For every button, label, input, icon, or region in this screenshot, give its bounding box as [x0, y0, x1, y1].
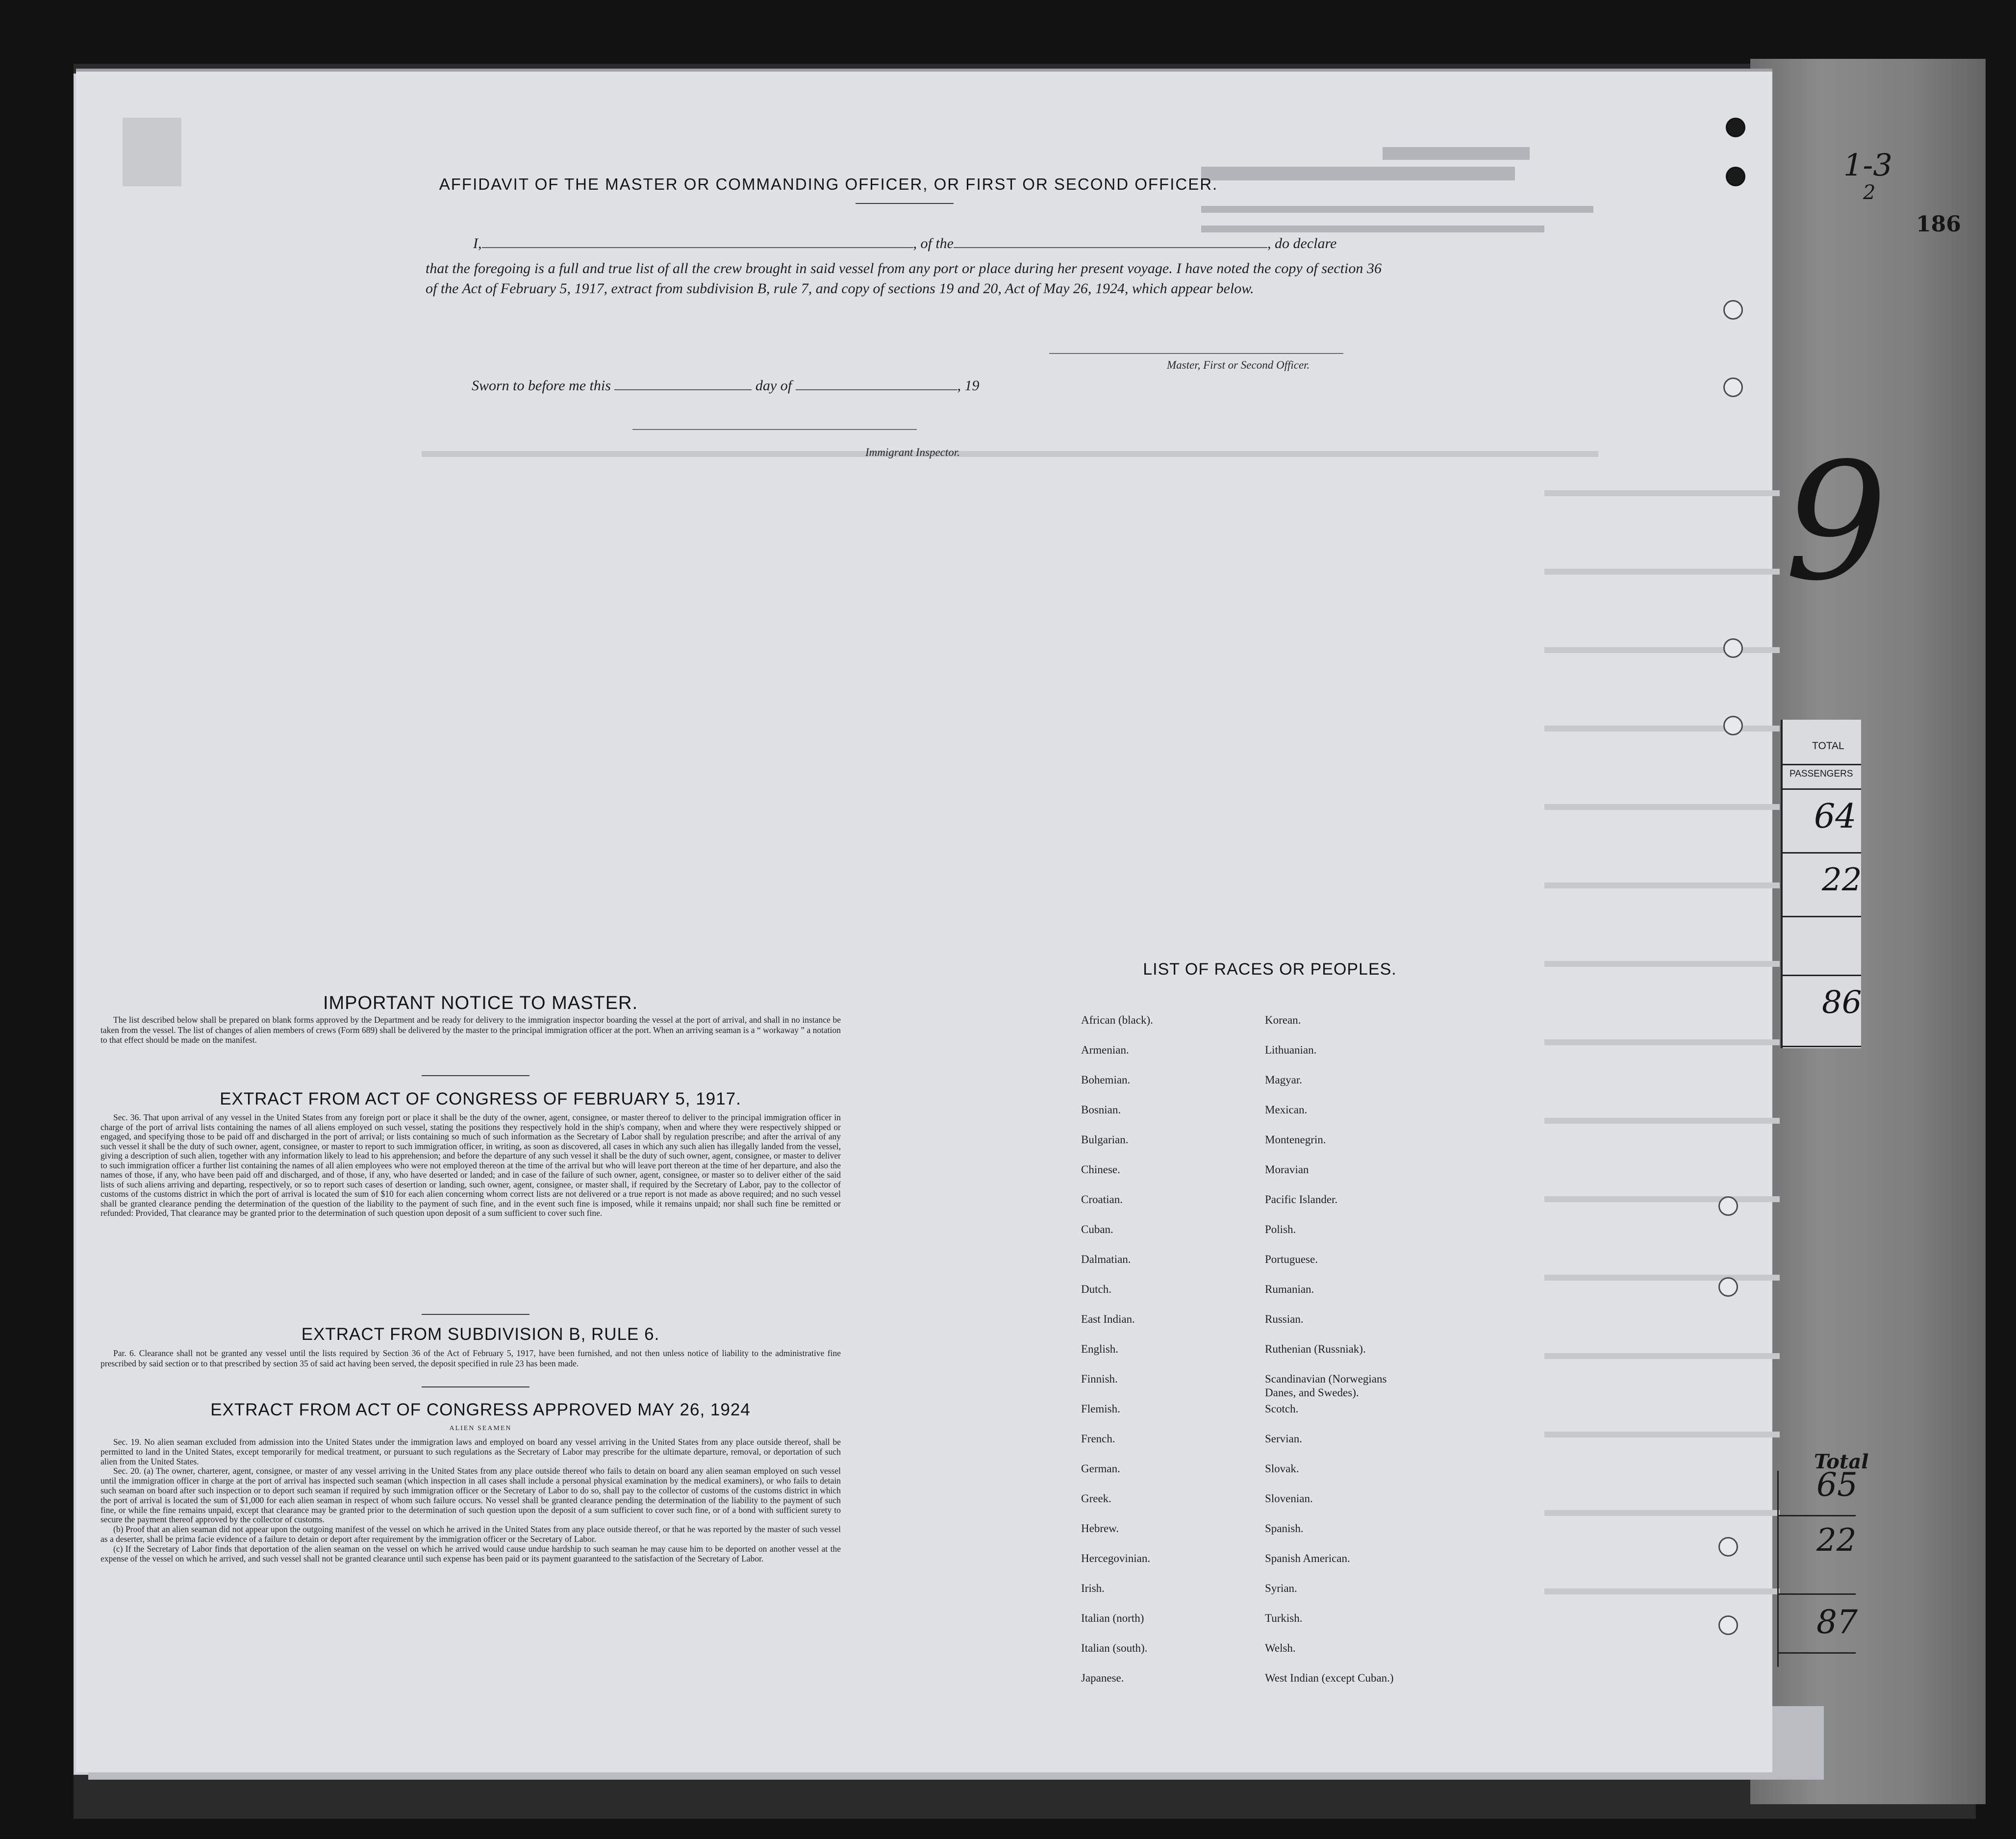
extract-rule6-rule [422, 1386, 529, 1387]
punch-hole-icon [1718, 1537, 1738, 1557]
tally-value: 22 [1822, 862, 1862, 898]
extract-1924-title: EXTRACT FROM ACT OF CONGRESS APPROVED MAY 26, 1924 [210, 1400, 751, 1419]
tally-value: 86 [1822, 984, 1862, 1021]
signature-caption: Master, First or Second Officer. [1167, 359, 1310, 371]
punch-hole-icon [1718, 1615, 1738, 1635]
punch-hole-icon [1723, 638, 1743, 658]
race-item: Hebrew. [1081, 1522, 1119, 1535]
rule6-paragraph: Par. 6. Clearance shall not be granted any vessel until the lists required by Section 36 of the Act of February 5, 1917, have been furnished, and not then unless notice of liability to the administrative fine prescribed by said section or to that prescribed by section 35 of said act having been served, the deposit specified in rule 23 has been made. [101, 1348, 841, 1368]
total-rule [1777, 1515, 1856, 1516]
race-item: Irish. [1081, 1582, 1105, 1594]
race-item: Mexican. [1265, 1104, 1308, 1116]
race-item: Korean. [1265, 1014, 1301, 1026]
notice-rule [422, 1075, 529, 1076]
race-item: Scotch. [1265, 1403, 1299, 1415]
race-item: West Indian (except Cuban.) [1265, 1672, 1394, 1684]
inspector-caption: Immigrant Inspector. [865, 446, 960, 458]
sworn-month-field[interactable] [796, 389, 958, 390]
total-label: Total [1814, 1450, 1869, 1473]
tally-rule [1783, 764, 1861, 765]
race-item: Flemish. [1081, 1403, 1120, 1415]
sworn-line [472, 378, 980, 394]
race-item: Rumanian. [1265, 1283, 1314, 1295]
race-item: Chinese. [1081, 1163, 1120, 1176]
punch-hole-icon [1726, 118, 1745, 137]
extract-1924-text [101, 1437, 841, 1563]
affidavit-title: AFFIDAVIT OF THE MASTER OR COMMANDING OFFICER, OR FIRST OR SECOND OFFICER. [439, 175, 1218, 193]
race-item: Armenian. [1081, 1044, 1129, 1056]
extract-rule6-text [101, 1348, 841, 1368]
sworn-year: , 19 [957, 378, 980, 394]
races-left-column [1081, 1013, 1153, 1701]
race-item: Pacific Islander. [1265, 1193, 1338, 1206]
race-item: Italian (south). [1081, 1642, 1148, 1654]
race-item: Russian. [1265, 1313, 1304, 1325]
race-item: Spanish American. [1265, 1552, 1350, 1564]
race-item: Montenegrin. [1265, 1134, 1326, 1146]
race-item: Greek. [1081, 1492, 1111, 1505]
officer-name-field[interactable] [482, 247, 913, 248]
race-item: Magyar. [1265, 1074, 1303, 1086]
section-20c-paragraph: (c) If the Secretary of Labor finds that deportation of the alien seaman on the vessel on which he arrived would cause undue hardship to such seaman he may cause him to be deported on another vessel at the expense of the vessel on which he arrived, and such vessel shall not be granted clearance until such expense has been paid or its payment guaranteed to the satisfaction of the Secretary of Labor. [101, 1543, 841, 1563]
race-item: Servian. [1265, 1433, 1303, 1445]
extract-1917-text [101, 1113, 841, 1218]
race-item: African (black). [1081, 1014, 1153, 1026]
total-value: 87 [1816, 1603, 1858, 1641]
race-item: Moravian [1265, 1163, 1309, 1176]
total-rule [1777, 1593, 1856, 1595]
section-19-paragraph: Sec. 19. No alien seaman excluded from admission into the United States under the immigration laws and employed on board any vessel arriving in the United States from any place outside thereof, shall be permitted to land in the United States, except temporarily for medical treatment, or pursuant to such regulations as the Secretary of Labor may prescribe for the ultimate departure, removal, or deportation of such alien from the United States. [101, 1437, 841, 1466]
declare-suffix: , do declare [1267, 235, 1337, 252]
extract-1917-rule [422, 1314, 529, 1315]
extract-rule6-title: EXTRACT FROM SUBDIVISION B, RULE 6. [301, 1325, 660, 1344]
race-item: Cuban. [1081, 1223, 1113, 1235]
notice-text [101, 1015, 841, 1045]
passenger-tally-box [1781, 720, 1861, 1048]
tally-rule [1783, 788, 1861, 790]
race-item: Slovenian. [1265, 1492, 1313, 1505]
section-36-paragraph: Sec. 36. That upon arrival of any vessel in the United States from any foreign port or place it shall be the duty of the owner, agent, consignee, or master thereof to deliver to the principal immigration officer in charge of the port of arrival lists containing the names of all aliens employed on such vessel, stating the positions they respectively hold in the ship's company, when and where they were respectively shipped or engaged, and specifying those to be paid off and discharged in the port of arrival; or lists containing so much of such information as the Secretary of Labor shall by regulation prescribe; and after the arrival of any such vessel it shall be the duty of such owner, agent, consignee, or master to report to such immigration officer, in writing, as soon as discovered, all cases in which any such alien has illegally landed from the vessel, giving a description of such alien, together with any information likely to lead to his apprehension; and before the departure of any such vessel it shall be the duty of such owner, agent, consignee, or master to deliver to such immigration officer a further list containing the names of all alien employees who were not employed thereon at the time of the arrival but who will leave port thereon at the time of her departure, and also the names of those, if any, who have been paid off and discharged, and of those, if any, who have deserted or landed; and in case of the failure of such owner, agent, consignee, or master so to deliver either of the said lists of such aliens arriving and departing, respectively, or so to report such cases of desertion or landing, such owner, agent, consignee, or master shall, if required by the Secretary of Labor, pay to the collector of customs of the customs district in which the port of arrival is located the sum of $10 for each alien concerning whom correct lists are not delivered or a true report is not made as above required; and no such vessel shall be granted clearance pending the determination of the question of the liability to the payment of such fine, and in the event such fine is imposed, while it remains unpaid; nor shall such fine be remitted or refunded: Provided, That clearance may be granted prior to the determination of such question upon deposit of a sum sufficient to cover such fine. [101, 1112, 841, 1218]
races-title: LIST OF RACES OR PEOPLES. [1143, 960, 1397, 979]
race-item: Dalmatian. [1081, 1253, 1131, 1265]
tally-rule [1783, 975, 1861, 976]
declare-of-the: , of the [913, 235, 954, 252]
affidavit-body: that the foregoing is a full and true list of all the crew brought in said vessel from any port or place during her present voyage. I have noted the copy of section 36 of the Act of February 5, 1917, extract from subdivision B, rule 7, and copy of sections 19 and 20, Act of May 26, 1924, which appear below. [426, 260, 1382, 297]
total-column-rule [1777, 1471, 1779, 1667]
race-item: Polish. [1265, 1223, 1296, 1235]
total-rule [1777, 1652, 1856, 1654]
corner-note-2: 2 [1863, 181, 1876, 204]
tally-rule [1783, 1046, 1861, 1047]
race-item: Portuguese. [1265, 1253, 1318, 1265]
race-item: Lithuanian. [1265, 1044, 1317, 1056]
race-item: Turkish. [1265, 1612, 1303, 1624]
total-value: 22 [1816, 1522, 1857, 1559]
punch-hole-icon [1718, 1277, 1738, 1297]
declare-prefix: I, [473, 235, 482, 252]
inspector-signature-line[interactable] [632, 429, 917, 430]
vessel-name-field[interactable] [954, 247, 1267, 248]
notice-title: IMPORTANT NOTICE TO MASTER. [323, 993, 638, 1013]
page-top-edge [76, 69, 1772, 72]
race-item: Finnish. [1081, 1373, 1118, 1385]
alien-seamen-subtitle: ALIEN SEAMEN [449, 1425, 512, 1432]
punch-hole-icon [1723, 378, 1743, 397]
race-item: Welsh. [1265, 1642, 1296, 1654]
race-item: Bohemian. [1081, 1074, 1131, 1086]
race-item: Italian (north) [1081, 1612, 1144, 1624]
sworn-prefix: Sworn to before me this [472, 378, 611, 394]
races-right-column [1265, 1013, 1412, 1701]
section-20b-paragraph: (b) Proof that an alien seaman did not appear upon the outgoing manifest of the vessel on which he arrived in the United States from any place outside thereof, or that he was reported by the master of such vessel as a deserter, shall be prima facie evidence of a failure to detain or deport after requirement by the immigration officer or the Secretary of Labor. [101, 1524, 841, 1544]
tally-header-total: TOTAL [1812, 740, 1844, 752]
notice-paragraph: The list described below shall be prepared on blank forms approved by the Department and be ready for delivery to the immigration inspector boarding the vessel at the port of arrival, and shall in no instance be taken from the vessel. The list of changes of alien members of crews (Form 689) shall be delivered by the master to the principal immigration officer at the port. When an arriving seaman is a “ workaway ” a notation to that effect should be made on the manifest. [101, 1015, 841, 1045]
tally-header-passengers: PASSENGERS [1789, 769, 1853, 779]
section-20a-paragraph: Sec. 20. (a) The owner, charterer, agent, consignee, or master of any vessel arriving in the United States from any place outside thereof who fails to detain on board any alien seaman employed on such vessel until the immigration officer in charge at the port of arrival has inspected such seaman (which inspection in all cases shall include a personal physical examination by the medical examiners), or who fails to detain such seaman on board after such inspection or to deport such seaman if required by such immigration officer or the Secretary of Labor to do so, shall pay to the collector of customs of the customs district in which the port of arrival is located the sum of $1,000 for each alien seaman in respect of whom such failure occurs. No vessel shall be granted clearance pending the determination of the liability to the payment of such fine, or while the fine remains unpaid, except that clearance may be granted prior to the determination of such question upon the deposit of a sum sufficient to cover such fine, or of a bond with sufficient surety to secure the payment thereof approved by the collector of customs. [101, 1466, 841, 1525]
big-number: 9 [1785, 428, 1888, 616]
tally-rule [1783, 852, 1861, 854]
tally-rule [1783, 916, 1861, 917]
race-item: Bosnian. [1081, 1104, 1121, 1116]
total-value: 65 [1816, 1466, 1858, 1504]
race-item: Croatian. [1081, 1193, 1123, 1206]
punch-hole-icon [1723, 300, 1743, 320]
race-item: Spanish. [1265, 1522, 1304, 1535]
sworn-day-field[interactable] [614, 389, 752, 390]
extract-1917-title: EXTRACT FROM ACT OF CONGRESS OF FEBRUARY 5, 1917. [220, 1089, 741, 1108]
title-rule [856, 203, 954, 204]
race-item: Ruthenian (Russniak). [1265, 1343, 1366, 1355]
race-item: Hercegovinian. [1081, 1552, 1151, 1564]
race-item: Bulgarian. [1081, 1134, 1129, 1146]
race-item: East Indian. [1081, 1313, 1135, 1325]
page-number: 186 [1916, 212, 1961, 237]
punch-hole-icon [1726, 167, 1745, 186]
punch-hole-icon [1723, 716, 1743, 735]
race-item: English. [1081, 1343, 1119, 1355]
sworn-day-of: day of [755, 378, 792, 394]
affidavit-declaration [473, 235, 1336, 252]
race-item: Dutch. [1081, 1283, 1111, 1295]
race-item: Syrian. [1265, 1582, 1297, 1594]
tally-value: 64 [1814, 797, 1857, 836]
punch-hole-icon [1718, 1196, 1738, 1216]
race-item: Scandinavian (Norwegians Danes, and Swedes). [1265, 1373, 1387, 1399]
race-item: German. [1081, 1462, 1120, 1475]
signature-line[interactable] [1049, 353, 1343, 354]
race-item: Slovak. [1265, 1462, 1299, 1475]
race-item: French. [1081, 1433, 1115, 1445]
corner-note: 1-3 [1843, 147, 1892, 183]
race-item: Japanese. [1081, 1672, 1124, 1684]
